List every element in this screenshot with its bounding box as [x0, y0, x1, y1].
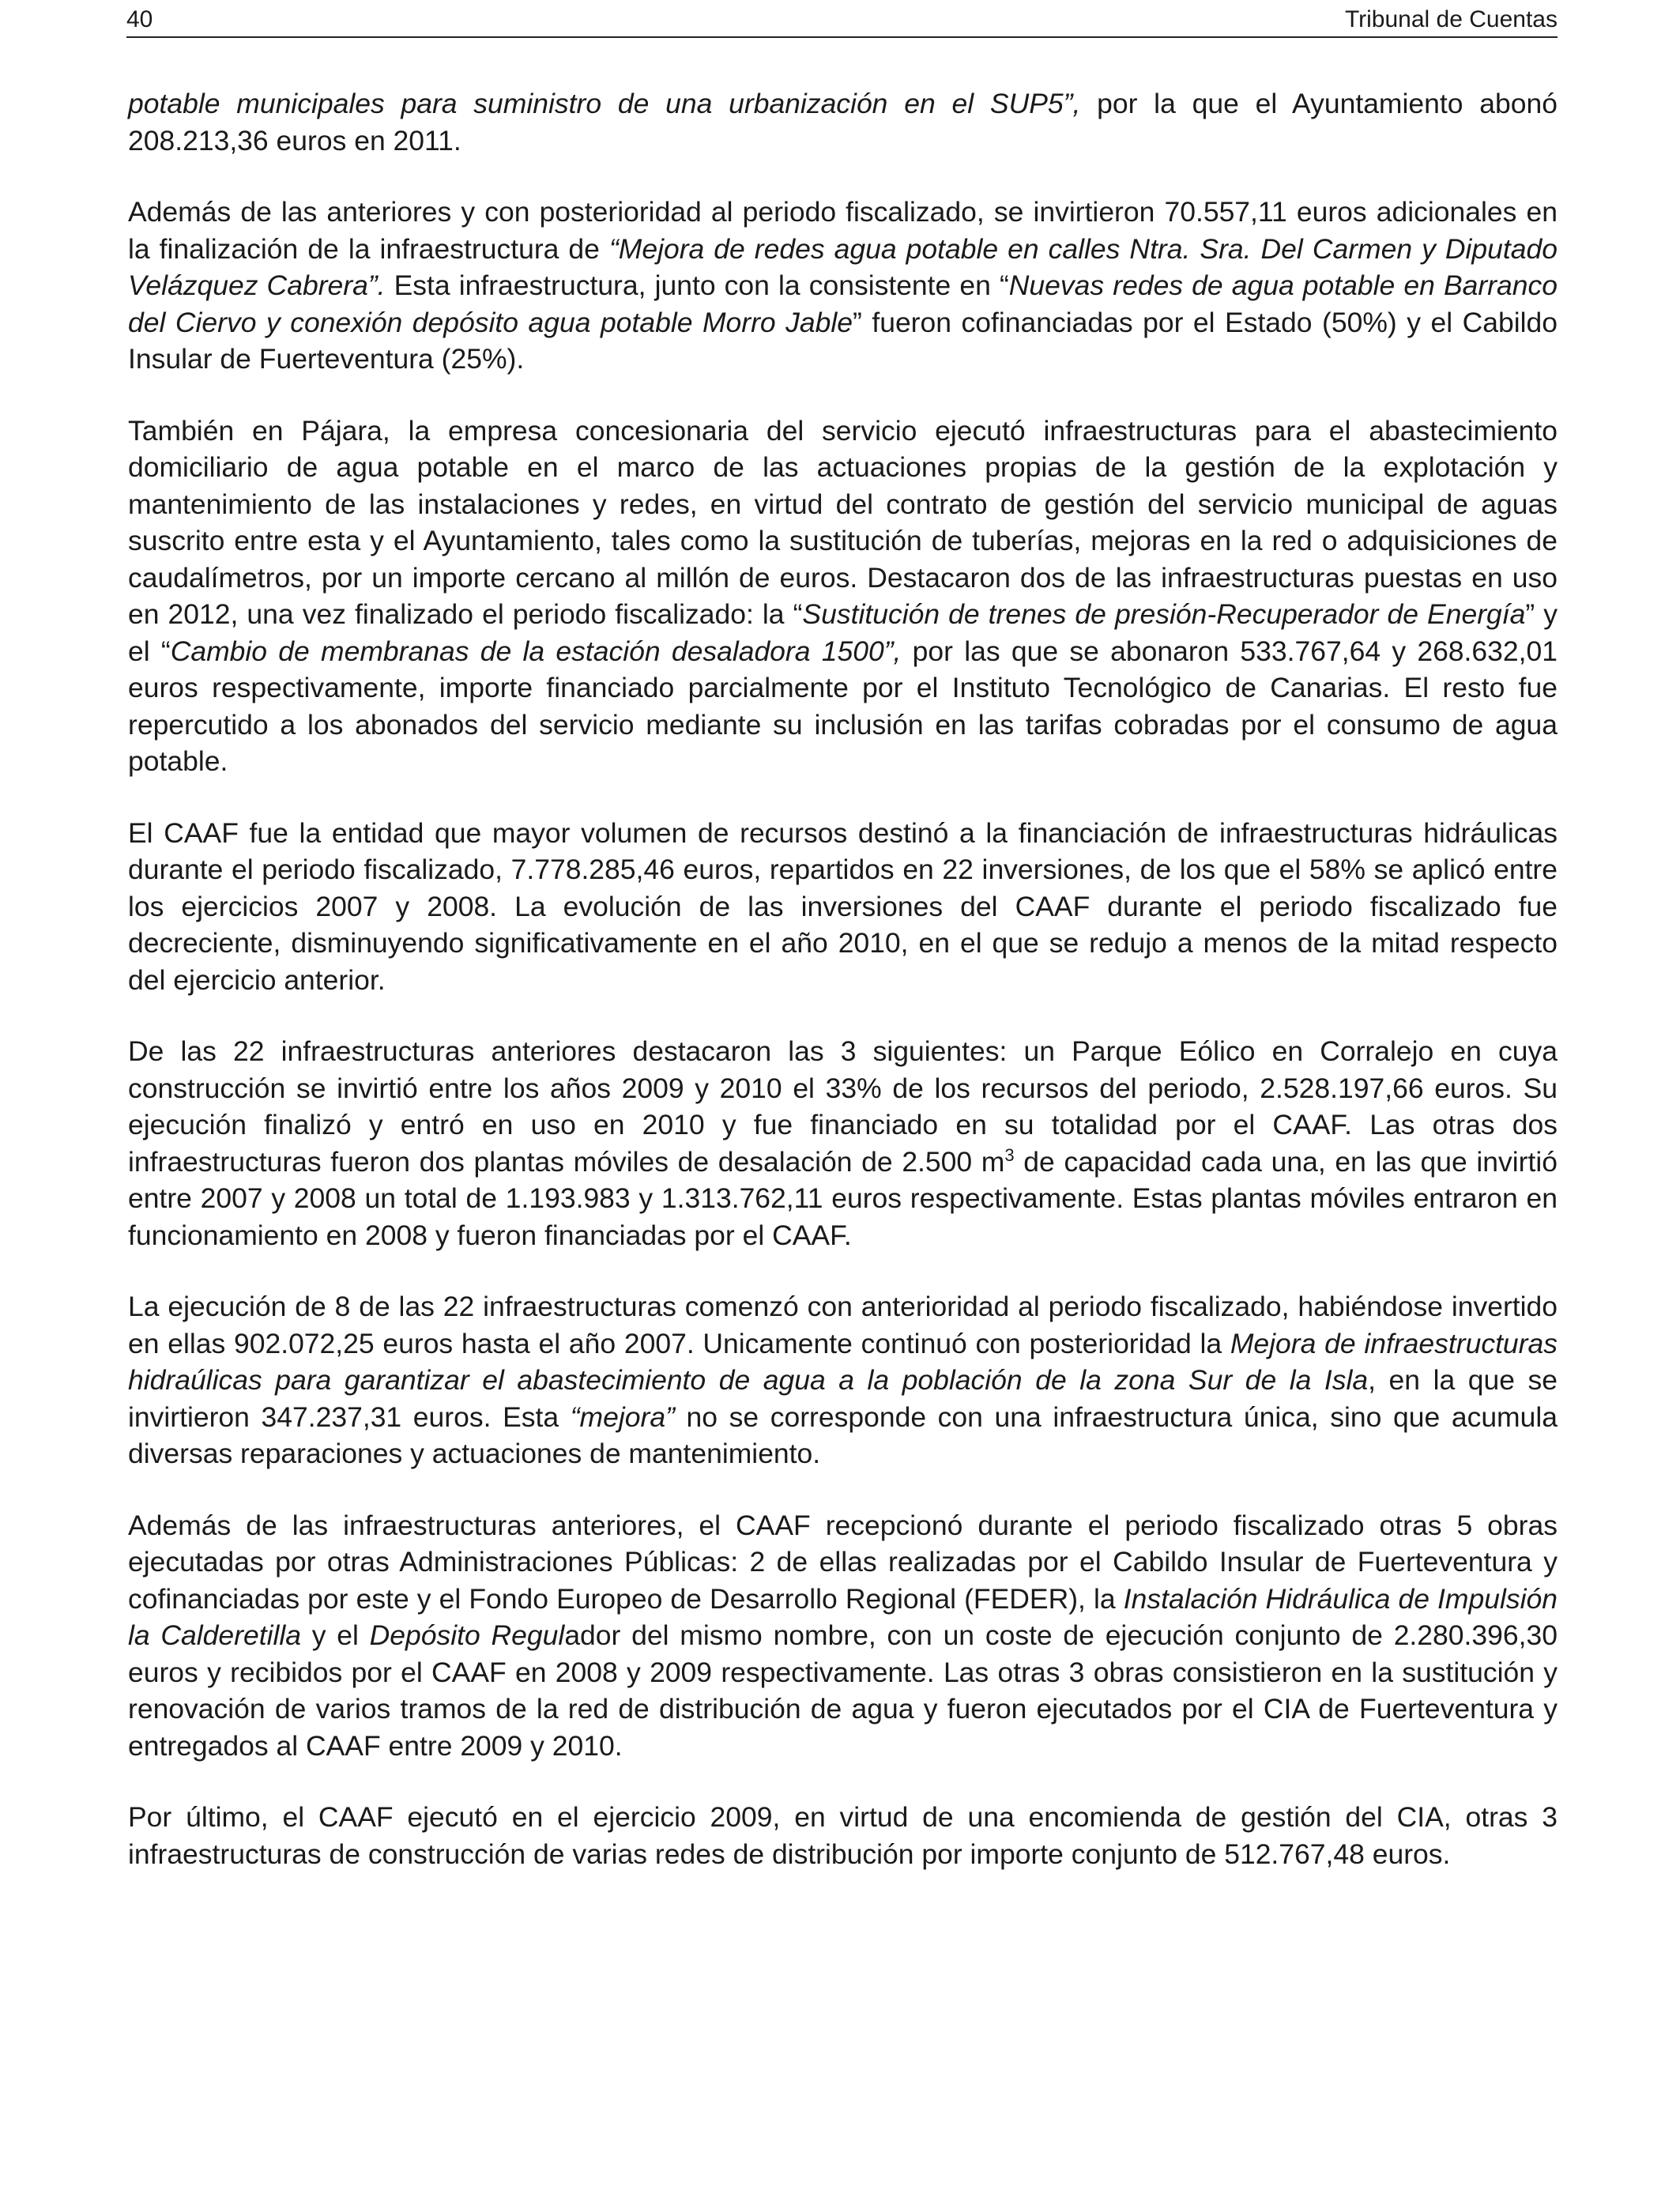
body-paragraph: [128, 815, 1558, 999]
italic-text: Cambio de membranas de la estación desaladora 1500”,: [170, 635, 902, 667]
italic-text: Depósito Regul: [369, 1619, 565, 1651]
text-run: ” y el “: [128, 598, 1558, 667]
page-header: [126, 5, 1558, 38]
text-run: Por último, el CAAF ejecutó en el ejercicio 2009, en virtud de una encomienda de gestión del CIA, otras 3 infraestructuras de construcción de varias redes de distribución por importe conjunto de 512.767,48 euros.: [128, 1801, 1558, 1870]
text-run: no se corresponde con una infraestructura única, sino que acumula diversas reparaciones y actuaciones de mantenimiento.: [128, 1400, 1558, 1469]
italic-text: Nuevas redes de agua potable en Barranco del Ciervo y conexión depósito agua potable Morro Jable: [128, 270, 1558, 338]
running-title: Tribunal de Cuentas: [1344, 6, 1558, 32]
text-run: De las 22 infraestructuras anteriores destacaron las 3 siguientes: un Parque Eólico en Corralejo en cuya construcción se invirtió entre los años 2009 y 2010 el 33% de los recursos del periodo, 2.528.197,66 euros. Su ejecución finalizó y entró en uso en 2010 y fue financiado en su totalidad por el CAAF. Las otras dos infraestructuras fueron dos plantas móviles de desalación de 2.500 m: [128, 1035, 1558, 1178]
text-run: y el: [300, 1619, 370, 1651]
body-paragraph: [128, 1799, 1558, 1872]
body-paragraph: [128, 1507, 1558, 1765]
body-paragraph: [128, 194, 1558, 378]
document-body: [128, 85, 1558, 1872]
italic-text: “Mejora de redes agua potable en calles Ntra. Sra. Del Carmen y Diputado Velázquez Cabrera”.: [128, 232, 1558, 301]
text-run: Además de las anteriores y con posterioridad al periodo fiscalizado, se invirtieron 70.557,11 euros adicionales en la finalización de la infraestructura de: [128, 196, 1558, 265]
superscript: 3: [1004, 1144, 1015, 1165]
text-run: Además de las infraestructuras anteriores, el CAAF recepcionó durante el periodo fiscalizado otras 5 obras ejecutadas por otras Administraciones Públicas: 2 de ellas realizadas por el Cabildo Insular de Fuerteventura y cofinanciadas por este y el Fondo Europeo de Desarrollo Regional (FEDER), la: [128, 1509, 1558, 1615]
text-run: por la que el Ayuntamiento abonó 208.213,36 euros en 2011.: [128, 88, 1558, 156]
page-number: 40: [126, 6, 153, 32]
italic-text: Instalación Hidráulica de Impulsión la Calderetilla: [128, 1582, 1558, 1651]
text-run: La ejecución de 8 de las 22 infraestructuras comenzó con anterioridad al periodo fiscalizado, habiéndose invertido en ellas 902.072,25 euros hasta el año 2007. Unicamente continuó con posterioridad la: [128, 1291, 1558, 1359]
text-run: ” fueron cofinanciadas por el Estado (50%) y el Cabildo Insular de Fuerteventura (25%).: [128, 306, 1558, 375]
italic-text: “mejora”: [570, 1400, 675, 1433]
text-run: , en la que se invirtieron 347.237,31 euros. Esta: [128, 1364, 1558, 1433]
body-paragraph: [128, 413, 1558, 780]
text-run: El CAAF fue la entidad que mayor volumen de recursos destinó a la financiación de infraestructuras hidráulicas durante el periodo fiscalizado, 7.778.285,46 euros, repartidos en 22 inversiones, de los que el 58% se aplicó entre los ejercicios 2007 y 2008. La evolución de las inversiones del CAAF durante el periodo fiscalizado fue decreciente, disminuyendo significativamente en el año 2010, en el que se redujo a menos de la mitad respecto del ejercicio anterior.: [128, 816, 1558, 996]
text-run: Esta infraestructura, junto con la consistente en “: [385, 270, 1009, 301]
body-paragraph: [128, 1288, 1558, 1472]
body-paragraph: [128, 1033, 1558, 1253]
italic-text: Sustitución de trenes de presión-Recuperador de Energía: [802, 598, 1526, 630]
text-run: ador del mismo nombre, con un coste de ejecución conjunto de 2.280.396,30 euros y recibidos por el CAAF en 2008 y 2009 respectivamente. Las otras 3 obras consistieron en la sustitución y renovación de varios tramos de la red de distribución de agua y fueron ejecutados por el CIA de Fuerteventura y entregados al CAAF entre 2009 y 2010.: [128, 1619, 1558, 1762]
italic-text: Mejora de infraestructuras hidraúlicas para garantizar el abastecimiento de agua a la población de la zona Sur de la Isla: [128, 1327, 1558, 1396]
italic-text: potable municipales para suministro de una urbanización en el SUP5”,: [128, 88, 1081, 119]
text-run: por las que se abonaron 533.767,64 y 268.632,01 euros respectivamente, importe financiado parcialmente por el Instituto Tecnológico de Canarias. El resto fue repercutido a los abonados del servicio mediante su inclusión en las tarifas cobradas por el consumo de agua potable.: [128, 635, 1558, 777]
text-run: También en Pájara, la empresa concesionaria del servicio ejecutó infraestructuras para el abastecimiento domiciliario de agua potable en el marco de las actuaciones propias de la gestión de la explotación y mantenimiento de las instalaciones y redes, en virtud del contrato de gestión del servicio municipal de aguas suscrito entre esta y el Ayuntamiento, tales como la sustitución de tuberías, mejoras en la red o adquisiciones de caudalímetros, por un importe cercano al millón de euros. Destacaron dos de las infraestructuras puestas en uso en 2012, una vez finalizado el periodo fiscalizado: la “: [128, 414, 1558, 630]
body-paragraph: [128, 85, 1558, 159]
text-run: de capacidad cada una, en las que invirtió entre 2007 y 2008 un total de 1.193.983 y 1.313.762,11 euros respectivamente. Estas plantas móviles entraron en funcionamiento en 2008 y fueron financiadas por el CAAF.: [128, 1145, 1558, 1251]
